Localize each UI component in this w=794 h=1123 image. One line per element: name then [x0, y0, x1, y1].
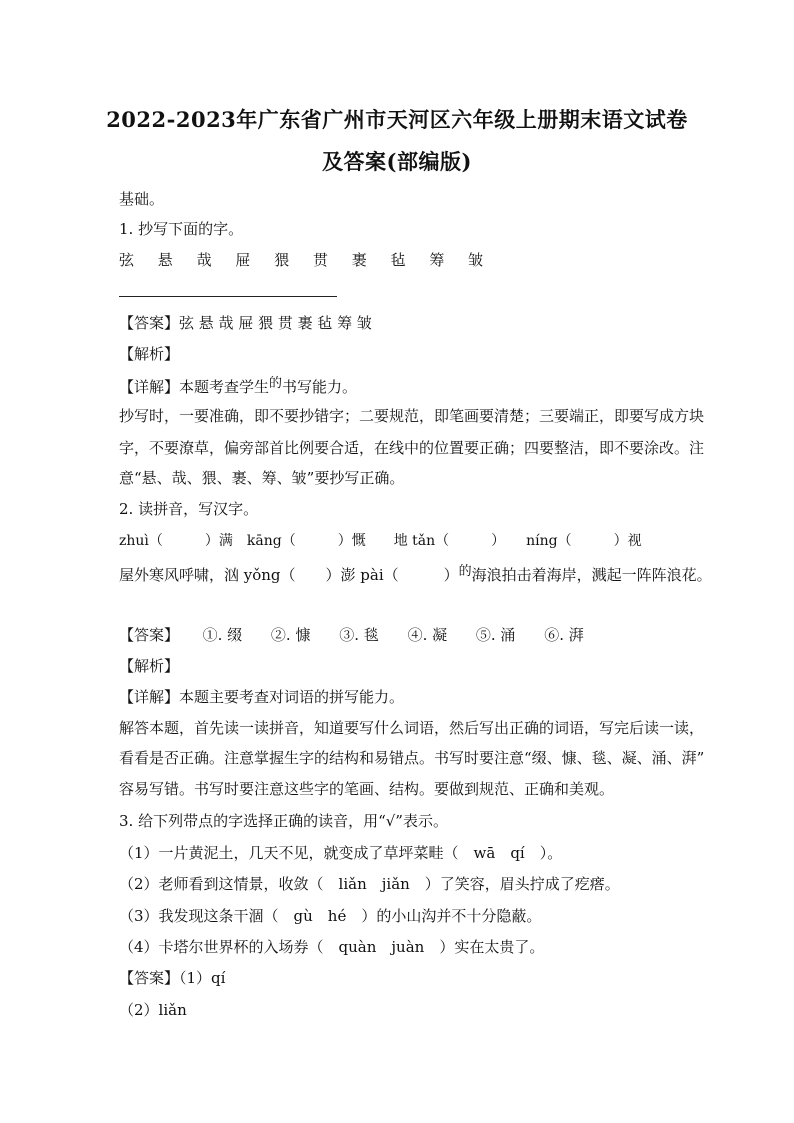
answer-label: 【答案】 [119, 626, 180, 644]
detail-label: 【详解】 [119, 378, 180, 396]
q2-answer-item: ③. 毯 [339, 626, 379, 644]
q3-answer [119, 967, 225, 988]
q2-detail-intro [119, 686, 404, 707]
q3-item: （1）一片黄泥土，几天不见，就变成了草坪菜畦（ wā qí ）。 [119, 844, 563, 862]
q1-char: 贯 [312, 251, 328, 269]
q2-answer-item: ①. 缀 [202, 626, 243, 644]
q1-char: 屉 [235, 251, 251, 269]
document-title: 2022-2023年广东省广州市天河区六年级上册期末语文试卷 [106, 107, 688, 132]
q3-prompt: 3. 给下列带点的字选择正确的读音，用“√”表示。 [119, 812, 448, 830]
q3-item: （2）老师看到这情景，收敛（ liǎn jiǎn ）了笑容，眉头拧成了疙瘩。 [119, 875, 620, 893]
q2-answer [119, 624, 584, 645]
q1-char: 裹 [351, 251, 367, 269]
q2-prompt: 2. 读拼音，写汉字。 [119, 500, 259, 518]
detail-label: 【详解】 [119, 688, 180, 706]
q2-detail-text: 本题主要考查对词语的拼写能力。 [179, 688, 405, 706]
q3-answer-item: （2）liǎn [119, 1001, 187, 1019]
answer-label: 【答案】 [119, 969, 180, 987]
q2-sentence-particle: 的 [458, 564, 472, 579]
q2-answer-item: ⑥. 湃 [544, 626, 584, 644]
q1-detail-intro [119, 376, 357, 397]
q1-answer-text: 弦 悬 哉 屉 猥 贯 裹 毡 筹 皱 [179, 314, 372, 332]
answer-blank-line [119, 296, 337, 297]
q1-analysis-label: 【解析】 [119, 345, 180, 363]
q3-item: （3）我发现这条干涸（ gù hé ）的小山沟并不十分隐蔽。 [119, 907, 542, 925]
q2-analysis-label: 【解析】 [119, 657, 180, 675]
q1-char: 悬 [157, 251, 173, 269]
q1-detail-paragraph: 字，不要潦草，偏旁部首比例要合适，在线中的位置要正确；四要整洁，即不要涂改。注 [119, 439, 705, 457]
q1-detail-paragraph: 意“悬、哉、猥、裹、筹、皱”要抄写正确。 [119, 469, 405, 487]
q1-char: 哉 [196, 251, 212, 269]
q2-answer-item: ④. 凝 [407, 626, 448, 644]
q2-detail-paragraph: 容易写错。书写时要注意这些字的笔画、结构。要做到规范、正确和美观。 [119, 780, 615, 798]
q1-detail-paragraph: 抄写时，一要准确，即不要抄错字；二要规范，即笔画要清楚；三要端正，即要写成方块 [119, 407, 705, 425]
q2-sentence-end: 海浪拍击着海岸，溅起一阵阵浪花。 [471, 566, 712, 584]
q1-detail-text-end: 书写能力。 [282, 378, 358, 396]
q2-sentence-line [119, 564, 712, 585]
q2-answer-item: ⑤. 涌 [475, 626, 516, 644]
q1-char: 猥 [274, 251, 290, 269]
q1-answer [119, 312, 372, 333]
document-title-continued: 及答案(部编版) [322, 149, 472, 174]
section-heading: 基础。 [119, 190, 165, 208]
q1-character-list [119, 249, 502, 270]
q3-answer-item: （1）qí [179, 969, 226, 987]
q2-detail-paragraph: 解答本题，首先读一读拼音，知道要写什么词语，然后写出正确的词语，写完后读一读， [119, 719, 705, 737]
q3-item: （4）卡塔尔世界杯的入场券（ quàn juàn ）实在太贵了。 [119, 938, 545, 956]
q2-sentence-start: 屋外寒风呼啸，汹 yǒng（ ）澎 pài（ ） [119, 566, 459, 584]
q2-detail-paragraph: 看看是否正确。注意掌握生字的结构和易错点。书写时要注意“缀、慷、毯、凝、涌、湃” [119, 749, 705, 767]
q1-char: 皱 [468, 251, 484, 269]
q1-char: 毡 [390, 251, 406, 269]
q1-char: 筹 [429, 251, 445, 269]
q2-pinyin-line: zhuì（ ）满 kāng（ ）慨 地 tǎn（ ） níng（ ）视 [119, 533, 642, 549]
q2-answer-item: ②. 慷 [270, 626, 311, 644]
q1-detail-text: 本题考查学生 [179, 378, 270, 396]
q1-char: 弦 [119, 251, 135, 269]
answer-label: 【答案】 [119, 314, 180, 332]
q1-detail-particle: 的 [269, 376, 283, 391]
q1-prompt: 1. 抄写下面的字。 [119, 220, 244, 238]
